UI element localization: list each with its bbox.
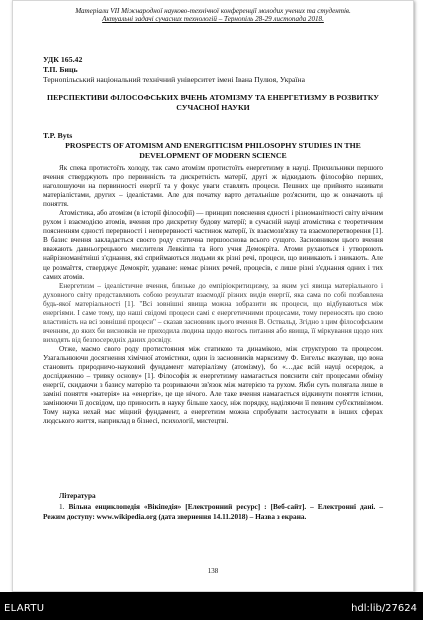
paragraph: Енергетизм – ідеалістичне вчення, близьке до емпіріокритицизму, за яким усі явища матеріального і духовного світу представляють собою результат взаємодії різних видів енергії, яка сама по собі позбавлена будь-якої матеріальності [1]. "Всі зовнішні явища можна зобразити як процеси, що відбуваються між енергіями. І саме тому, що наші свідомі процеси самі є енергетичними процесами, тому переносять цю свою властивість на всі зовнішні процеси" – сказав засновник цього вчення В. Оствальд. Згідно з цим філософським вченням, до яких би висновків не приходила людина щодо якогось питання або явища, її міркування щодо них виходять від безпосередніх даних досвіду.	[43, 281, 383, 344]
paragraph: Отже, маємо свого роду протистояння між статикою та динамікою, між структурою та процесом. Узагальнюючи досягнення хімічної атомістики, один із засновників марксизму Ф. Енгельс вказував, що вона становить природничо-науковий фундамент матеріалізму (атомізму), бо «…дає всій науці осередок, а дослідженню – тривку основу» [1]. Філософія ж енергетизму намагається пояснити світ процесами обміну енергії, скидаючи з базису матерію та розриваючи зв'язок між матерією та рухом. Якби суть полягала лише в заміні поняття «матерія» на «енергія», це ще нічого. Але таке вчення намагається відкинути поняття істини, замінюючи її досвідом, що приносить в науку більше хаосу, ніж порядку, наділяючи її певним суб'єктивізмом. Тому наука нехай має міцний фундамент, а енергетизм можна спробувати застосувати в інших сферах людського життя, наприклад в бізнесі, психології, мистецтві.	[43, 344, 383, 426]
paper-title-en: PROSPECTS OF ATOMISM AND ENERGITICISM PHILOSOPHY STUDIES IN THE DEVELOPMENT OF MODERN SCIENCE	[65, 141, 361, 160]
paper-body	[43, 164, 383, 426]
document-page	[12, 0, 414, 592]
handle-identifier: hdl:lib/27624	[351, 603, 417, 614]
header-line-1: Матеріали VІI Міжнародної науково-технічної конференції молодих учених та студентів.	[75, 7, 351, 15]
author-affiliation: Тернопільський національний технічний університет імені Івана Пулюя, Україна	[43, 75, 305, 84]
header-line-2: Актуальні задачі сучасних технологій – Тернопіль 28-29 листопада 2018.	[102, 15, 324, 24]
repository-footer	[0, 592, 423, 620]
page-number: 138	[207, 567, 219, 575]
author-name-en: T.P. Byts	[43, 131, 73, 140]
conference-header	[47, 7, 379, 24]
repository-name: ELARTU	[4, 603, 45, 614]
author-name: Т.П. Биць	[43, 65, 78, 74]
udc-code: УДК 165.42	[43, 55, 83, 64]
paragraph: Як спека протистоїть холоду, так само атомізм протистоїть енергетизму в науці. Прихильники першого вчення стверджують про первинність та дискретність матерії, другі ж відкидають філософію перших, наголошуючи на первинності енергії та у фокус уваги ставлять процеси. Пешних ще прийнято називати матеріалістами, других – ідеалістами. Але для початку варто детальніше роз'яснити, що ж означають ці поняття.	[43, 164, 383, 209]
paper-title: ПЕРСПЕКТИВИ ФІЛОСОФСЬКИХ ВЧЕНЬ АТОМІЗМУ ТА ЕНЕРГЕТИЗМУ В РОЗВИТКУ СУЧАСНОЇ НАУКИ	[47, 93, 379, 112]
literature-heading: Література	[59, 491, 96, 500]
reference-number: 1.	[59, 502, 65, 511]
reference-text: Вільна енциклопедія «Вікіпедія» [Електронний ресурс] : [Веб-сайт]. – Електронні дані. – Режим доступу: www.wikipedia.org (дата звернення 14.11.2018) – Назва з екрана.	[43, 502, 383, 521]
paragraph: Атомістика, або атомізм (в історії філософії) — принцип пояснення єдності і різноманітності світу вічним рухом і взаємодією атомів, вчення про дискретну будову матерії; в сучасній науці атомістика є теоретичним поясненням єдності перервності і неперервності частинок матерії, їх взаємозв'язку та взаємоперетворення [1]. В базис вчення закладається своєго роду статична першооснова всього сущого. Засновником цього вчення вважають давньогрецького мислителя Левкіппа та його учня Демокріта. Атоми рухаються і утворюють найрізноманітніші з'єднання, які сприймаються людьми як різні речі, процеси, що виникають і зникають. Але це розмаїття, стверджує Демокріт, удаване: немає різних речей, процесів, є лише різні з'єднання одних і тих самих атомів.	[43, 209, 383, 281]
reference-item	[43, 502, 383, 521]
